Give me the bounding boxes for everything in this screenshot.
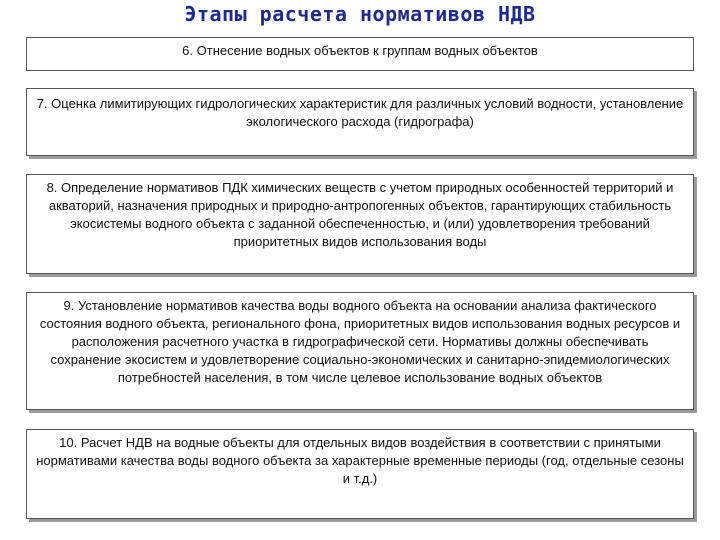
step-6-text: 6. Отнесение водных объектов к группам водных объектов: [182, 43, 538, 58]
step-box-8: [26, 174, 694, 274]
step-box-10: [26, 429, 694, 519]
step-8-text: 8. Определение нормативов ПДК химических веществ с учетом природных особенностей территорий и акваторий, назначения природных и природно-антропогенных объектов, гарантирующих стабильность экосистемы водного объекта с заданной обеспеченностью, и (или) удовлетворения требований приоритетных видов использования воды: [46, 180, 674, 249]
step-7-text: 7. Оценка лимитирующих гидрологических характеристик для различных условий водности, установление экологического расхода (гидрографа): [36, 96, 684, 129]
step-box-7: [26, 88, 694, 156]
page-title: Этапы расчета нормативов НДВ: [184, 2, 536, 26]
step-9-text: 9. Установление нормативов качества воды водного объекта на основании анализа фактического состояния водного объекта, регионального фона, приоритетных видов использования водных ресурсов и расположения расчетного участка в гидрографической сети. Нормативы должны обеспечивать сохранение экосистем и удовлетворение социально-экономических и санитарно-эпидемиологических потребностей населения, в том числе целевое использование водных объектов: [39, 298, 681, 385]
step-box-6: [26, 37, 694, 71]
step-box-9: [26, 292, 694, 410]
step-10-text: 10. Расчет НДВ на водные объекты для отдельных видов воздействия в соответствии с принятыми нормативами качества воды водного объекта за характерные временные периоды (год, отдельные сезоны и т.д.): [36, 435, 684, 486]
